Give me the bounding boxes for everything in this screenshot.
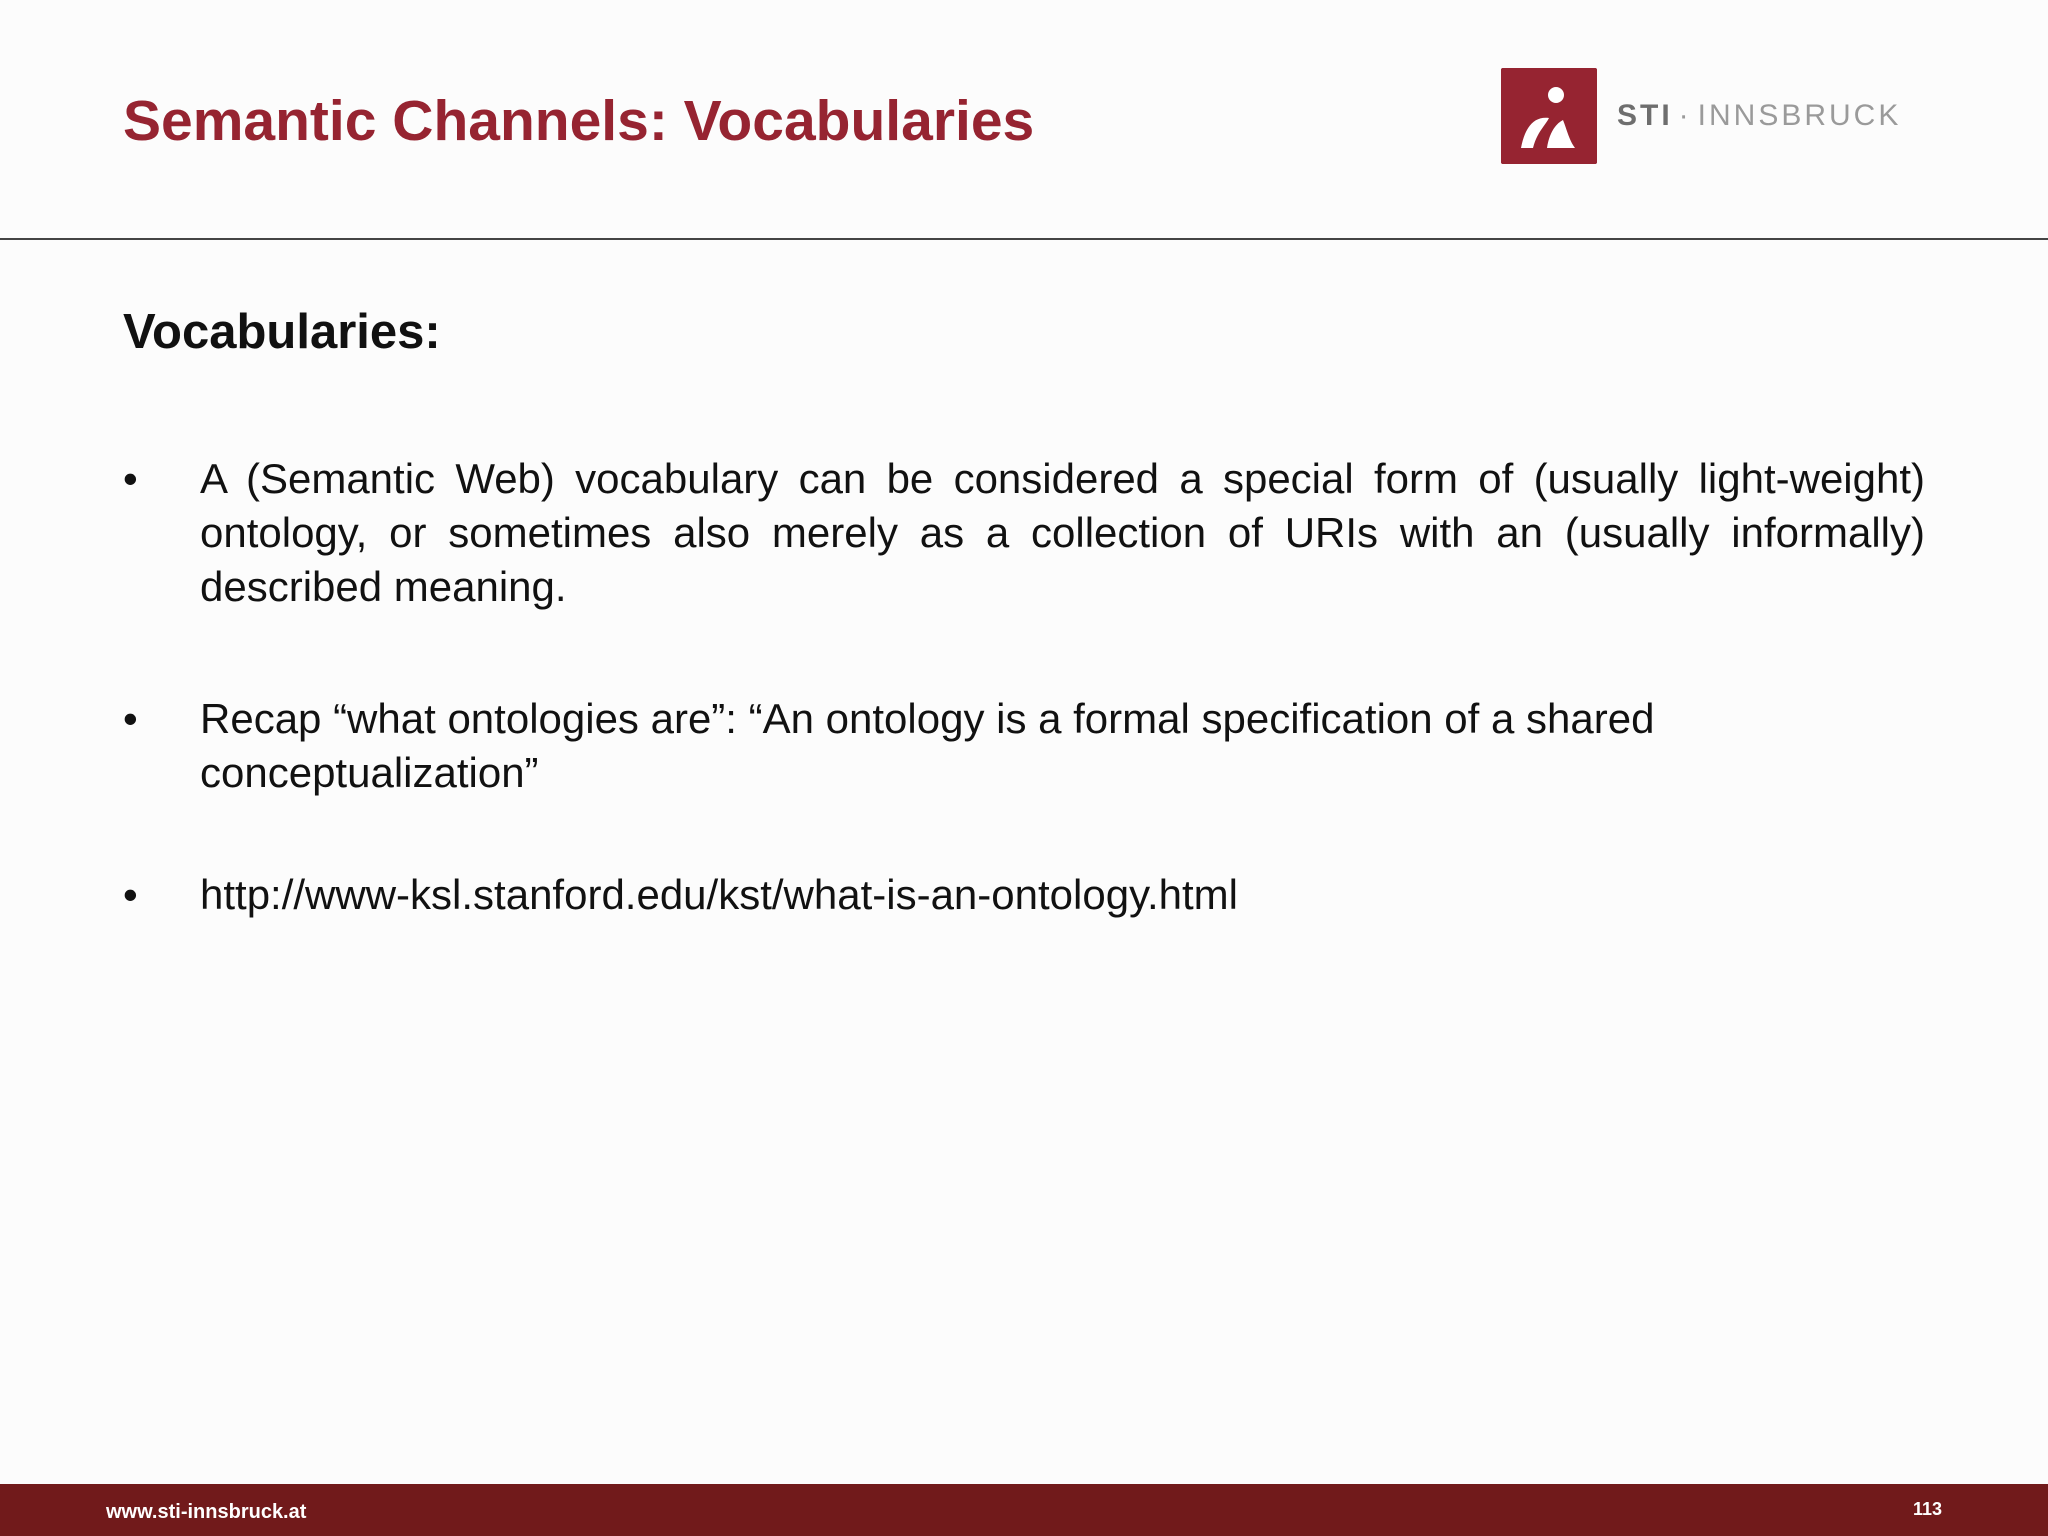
logo-separator: · [1678, 99, 1692, 132]
sti-logo-icon [1501, 68, 1597, 164]
logo-brand-text: STI [1617, 99, 1673, 132]
section-heading: Vocabularies: [123, 305, 441, 359]
bullet-marker: • [123, 871, 138, 918]
page-number: 113 [1912, 1499, 1942, 1519]
bullet-item [123, 452, 1925, 614]
bullet-link-text: http://www-ksl.stanford.edu/kst/what-is-an-ontology.html [200, 871, 1238, 918]
bullet-item [123, 868, 1925, 922]
sti-innsbruck-logo [1501, 67, 1901, 165]
bullet-item [123, 692, 1925, 800]
footer-url: www.sti-innsbruck.at [106, 1501, 307, 1523]
footer-bar [0, 1484, 2048, 1536]
bullet-text: A (Semantic Web) vocabulary can be considered a special form of (usually light-weight) ontology, or sometimes also merely as a collection of URIs with an (usually informally) described meaning. [200, 455, 1925, 610]
logo-wordmark [1617, 99, 1901, 133]
bullet-marker: • [123, 695, 138, 742]
bullet-text: Recap “what ontologies are”: “An ontology is a formal specification of a shared conceptualization” [200, 695, 1655, 796]
bullet-marker: • [123, 455, 138, 502]
logo-name-text: INNSBRUCK [1697, 99, 1902, 132]
slide-title: Semantic Channels: Vocabularies [123, 89, 1035, 153]
bullet-list [123, 452, 1925, 922]
header-divider [0, 238, 2048, 240]
